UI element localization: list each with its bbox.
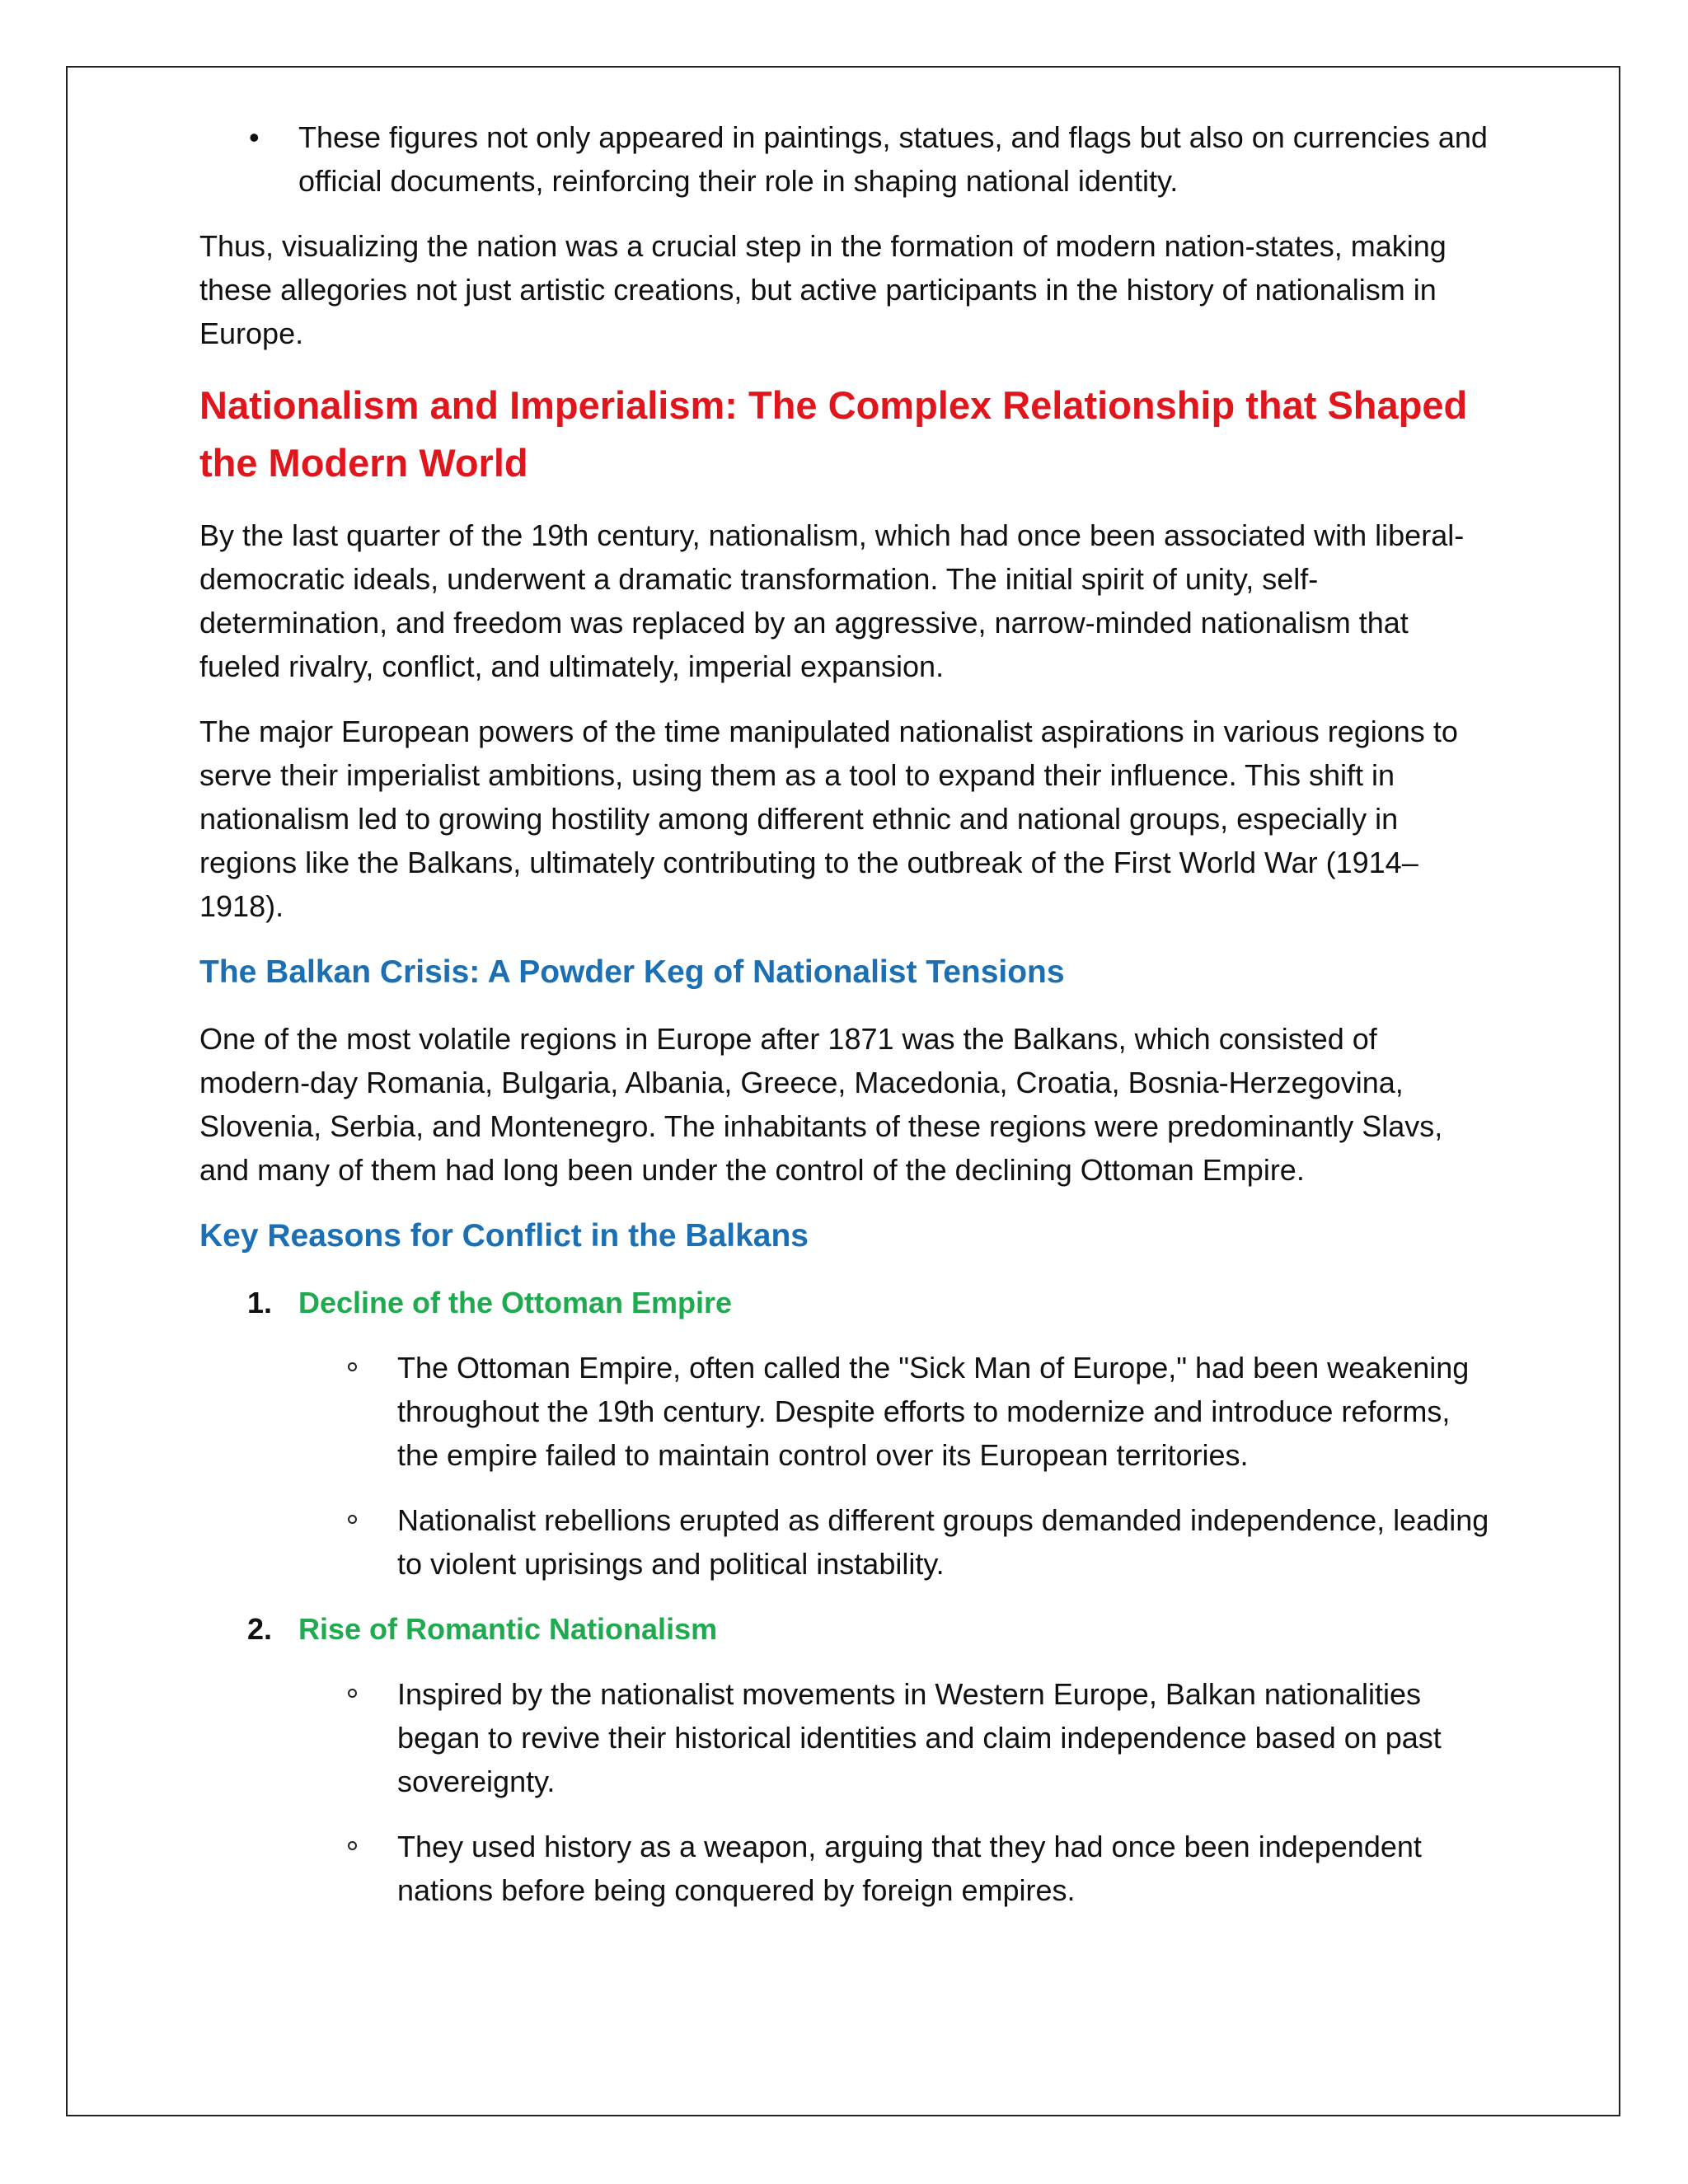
circle-bullet-icon	[348, 1515, 357, 1524]
bullet-text: These figures not only appeared in paintings, statues, and flags but also on currencies and official documents, reinforcing their role in shaping national identity.	[298, 120, 1488, 198]
reason-number: 2.	[247, 1612, 273, 1646]
list-item	[199, 1825, 1493, 1912]
point-text: Inspired by the nationalist movements in Western Europe, Balkan nationalities began to revive their historical identities and claim independence based on past sovereignty.	[397, 1677, 1442, 1798]
point-text: The Ottoman Empire, often called the "Sick Man of Europe," had been weakening throughout the 19th century. Despite efforts to modernize and introduce reforms, the empire failed to maintain control over its European territories.	[397, 1351, 1470, 1472]
circle-bullet-icon	[348, 1689, 357, 1698]
list-item	[199, 1346, 1493, 1477]
reason-title: Decline of the Ottoman Empire	[298, 1286, 733, 1319]
reason-number: 1.	[247, 1286, 273, 1319]
balkan-paragraph: One of the most volatile regions in Europe after 1871 was the Balkans, which consisted of modern-day Romania, Bulgaria, Albania, Greece, Macedonia, Croatia, Bosnia-Herzegovina, Slovenia, Serbia, and Montenegro. The inhabitants of these regions were predominantly Slavs, and many of them had long been under the control of the declining Ottoman Empire.	[199, 1022, 1443, 1187]
list-item	[199, 1498, 1493, 1586]
disc-bullet-icon: •	[249, 120, 260, 154]
balkan-crisis-heading: The Balkan Crisis: A Powder Keg of Nationalist Tensions	[199, 954, 1065, 990]
reason-item-romantic-nationalism	[199, 1607, 1493, 1651]
circle-bullet-icon	[348, 1362, 357, 1371]
section-paragraph-2: The major European powers of the time manipulated nationalist aspirations in various regions to serve their imperialist ambitions, using them as a tool to expand their influence. This shift in nationalism led to growing hostility among different ethnic and national groups, especially in regions like the Balkans, ultimately contributing to the outbreak of the First World War (1914–1918).	[199, 715, 1458, 923]
section-paragraph-1: By the last quarter of the 19th century, nationalism, which had once been associated with liberal-democratic ideals, underwent a dramatic transformation. The initial spirit of unity, self-determination, and freedom was replaced by an aggressive, narrow-minded nationalism that fueled rivalry, conflict, and ultimately, imperial expansion.	[199, 518, 1465, 683]
document-content	[199, 115, 1493, 1933]
list-item	[199, 115, 1493, 203]
reason-title: Rise of Romantic Nationalism	[298, 1612, 718, 1646]
point-text: Nationalist rebellions erupted as different groups demanded independence, leading to violent uprisings and political instability.	[397, 1503, 1489, 1581]
point-text: They used history as a weapon, arguing that they had once been independent nations before being conquered by foreign empires.	[397, 1830, 1422, 1907]
intro-bullet-list	[199, 115, 1493, 203]
circle-bullet-icon	[348, 1841, 357, 1850]
reason-points-list	[199, 1346, 1493, 1586]
intro-paragraph: Thus, visualizing the nation was a crucial step in the formation of modern nation-states, making these allegories not just artistic creations, but active participants in the history of nationalism in Europe.	[199, 229, 1447, 350]
section-title: Nationalism and Imperialism: The Complex Relationship that Shaped the Modern World	[199, 383, 1468, 485]
reason-points-list	[199, 1672, 1493, 1912]
key-reasons-heading: Key Reasons for Conflict in the Balkans	[199, 1218, 809, 1254]
reason-item-ottoman-decline	[199, 1281, 1493, 1324]
list-item	[199, 1672, 1493, 1803]
